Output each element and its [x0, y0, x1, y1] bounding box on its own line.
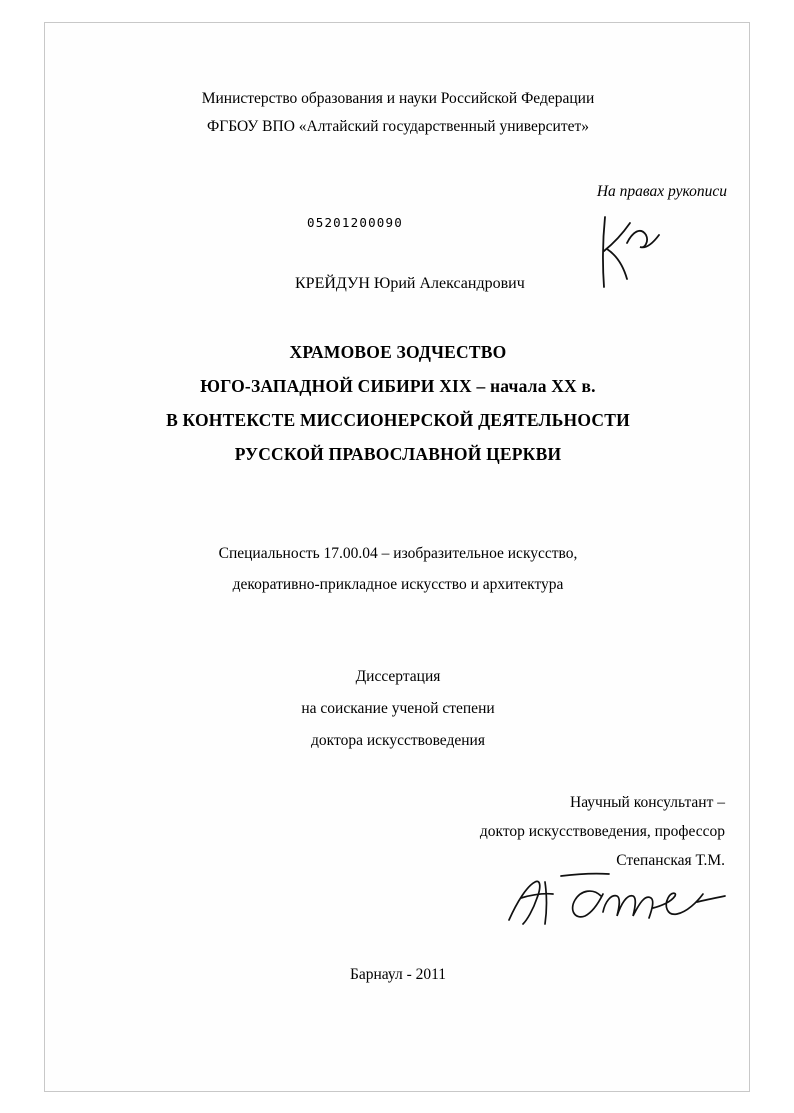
- consultant-block: [480, 788, 725, 875]
- handwritten-signature-author-icon: [583, 203, 673, 293]
- degree-block: [45, 661, 751, 757]
- handwritten-signature-consultant-icon: [501, 868, 731, 938]
- ministry-header: [45, 85, 751, 141]
- ministry-line-1: Министерство образования и науки Российской Федерации: [201, 90, 595, 107]
- page-title: [45, 335, 751, 471]
- specialty-line-2: декоративно-прикладное искусство и архитектура: [232, 576, 564, 593]
- author-name: КРЕЙДУН Юрий Александрович: [295, 275, 525, 292]
- degree-line-2: на соискание ученой степени: [301, 700, 495, 717]
- consultant-line-2: доктор искусствоведения, профессор: [479, 823, 725, 840]
- title-page-content: [45, 23, 751, 1093]
- ministry-line-2: ФГБОУ ВПО «Алтайский государственный университет»: [206, 118, 590, 135]
- title-line-1: ХРАМОВОЕ ЗОДЧЕСТВО: [289, 342, 507, 362]
- title-line-2: ЮГО-ЗАПАДНОЙ СИБИРИ XIX – начала XX в.: [200, 376, 596, 396]
- title-page-sheet: [44, 22, 750, 1092]
- degree-line-3: доктора искусствоведения: [311, 732, 485, 749]
- title-line-3: В КОНТЕКСТЕ МИССИОНЕРСКОЙ ДЕЯТЕЛЬНОСТИ: [166, 410, 630, 430]
- archive-number: 05201200090: [307, 215, 403, 230]
- consultant-line-1: Научный консультант –: [570, 794, 725, 811]
- specialty-block: [45, 538, 751, 600]
- specialty-line-1: Специальность 17.00.04 – изобразительное искусство,: [218, 545, 578, 562]
- manuscript-note: На правах рукописи: [596, 183, 727, 200]
- city-year: Барнаул - 2011: [349, 966, 447, 983]
- title-line-4: РУССКОЙ ПРАВОСЛАВНОЙ ЦЕРКВИ: [234, 444, 562, 464]
- degree-line-1: Диссертация: [355, 668, 441, 685]
- consultant-line-3: Степанская Т.М.: [616, 852, 725, 869]
